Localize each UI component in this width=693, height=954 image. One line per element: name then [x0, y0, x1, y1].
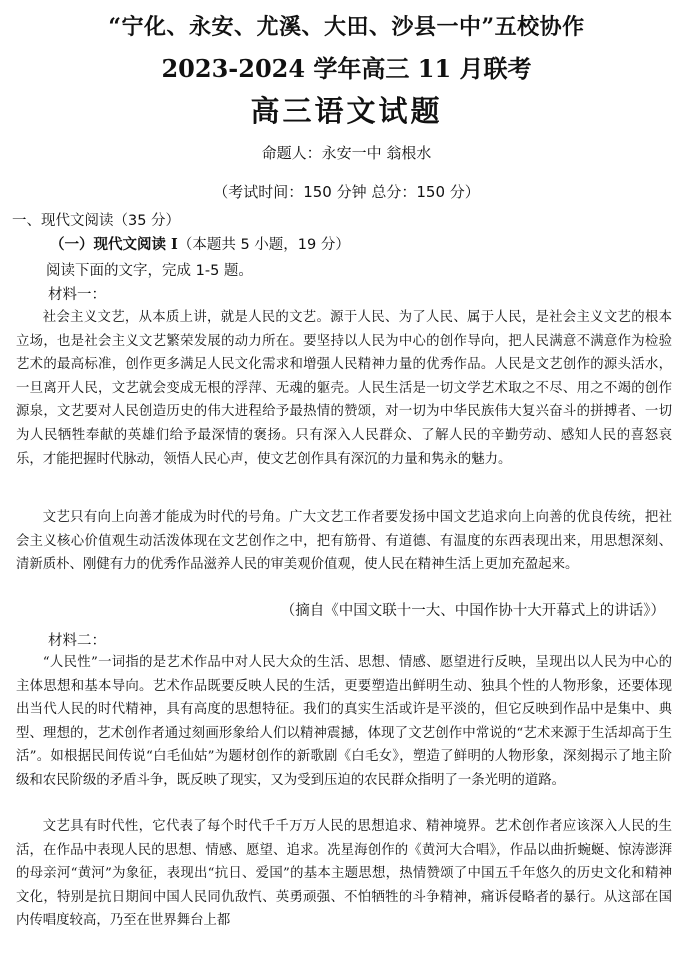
material-1-paragraph-2: 文艺只有向上向善才能成为时代的号角。广大文艺工作者要发扬中国文艺追求向上向善的优良传统，把社会主义核心价值观生动活泼体现在文艺创作之中，把有筋骨、有道德、有温度的东西表现出来，用思想深刻、清新质朴、刚健有力的优秀作品滋养人民的审美观价值观，使人民在精神生活上更加充盈起来。 — [16, 510, 672, 573]
time-score-line: （考试时间：150 分钟 总分：150 分） — [213, 183, 480, 201]
subsection-title: （一）现代文阅读 I — [50, 236, 178, 253]
material-2-paragraph-2: 文艺具有时代性，它代表了每个时代千千万万人民的思想追求、精神境界。艺术创作者应该深入人民的生活，在作品中表现人民的思想、情感、愿望、追求。冼星海创作的《黄河大合唱》，作品以曲折蜿蜒、惊涛澎湃的母亲河“黄河”为象征，表现出“抗日、爱国”的基本主题思想，热情赞颂了中国五千年悠久的历史文化和精神文化，特别是抗日期间中国人民同仇敌忾、英勇顽强、不怕牺牲的斗争精神，痛诉侵略者的暴行。从这部在国内传唱度较高，乃至在世界舞台上都 — [16, 819, 672, 929]
subsection-heading — [50, 233, 350, 254]
material-1-label: 材料一： — [48, 287, 106, 303]
material-2-label: 材料二： — [48, 633, 106, 649]
material-2-paragraph-1: “人民性”一词指的是艺术作品中对人民大众的生活、思想、情感、愿望进行反映，呈现出以人民为中心的主体思想和基本导向。艺术作品既要反映人民的生活，更要塑造出鲜明生动、独具个性的人物形象，还要体现出当代人民的时代精神，具有高度的思想特征。我们的真实生活或许是平淡的，但它反映到作品中是集中、典型、理想的，艺术创作者通过刻画形象给人们以精神震撼，体现了文艺创作中常说的“艺术来源于生活却高于生活”。如根据民间传说“白毛仙姑”为题材创作的新歌剧《白毛女》，塑造了鲜明的人物形象，深刻揭示了地主阶级和农民阶级的矛盾斗争，既反映了现实，又为受到压迫的农民群众指明了一条光明的道路。 — [16, 655, 672, 788]
material-1-source: （摘自《中国文联十一大、中国作协十大开幕式上的讲话》） — [280, 603, 665, 619]
material-1-paragraph-1: 社会主义文艺，从本质上讲，就是人民的文艺。源于人民、为了人民、属于人民，是社会主义文艺的根本立场，也是社会主义文艺繁荣发展的动力所在。要坚持以人民为中心的创作导向，把人民满意不满意作为检验艺术的最高标准，创作更多满足人民文化需求和增强人民精神力量的优秀作品。人民是文艺创作的源头活水，一旦离开人民，文艺就会变成无根的浮萍、无魂的躯壳。人民生活是一切文学艺术取之不尽、用之不竭的创作源泉，文艺要对人民创造历史的伟大进程给予最热情的赞颂，对一切为中华民族伟大复兴奋斗的拼搏者、一切为人民牺牲奉献的英雄们给予最深情的褒扬。只有深入人民群众、了解人民的辛勤劳动、感知人民的喜怒哀乐，才能把握时代脉动，领悟人民心声，使文艺创作具有深沉的力量和隽永的魅力。 — [16, 310, 672, 467]
subsection-note: （本题共 5 小题，19 分） — [177, 237, 350, 253]
exam-name: 2023-2024 学年高三 11 月联考 — [161, 54, 532, 83]
author-line: 命题人：永安一中 翁根水 — [261, 144, 432, 162]
page-title: 高三语文试题 — [250, 94, 443, 128]
section-heading: 一、现代文阅读（35 分） — [12, 213, 181, 229]
schools-header: “宁化、永安、尤溪、大田、沙县一中”五校协作 — [108, 14, 585, 40]
instruction: 阅读下面的文字，完成 1-5 题。 — [46, 263, 253, 279]
